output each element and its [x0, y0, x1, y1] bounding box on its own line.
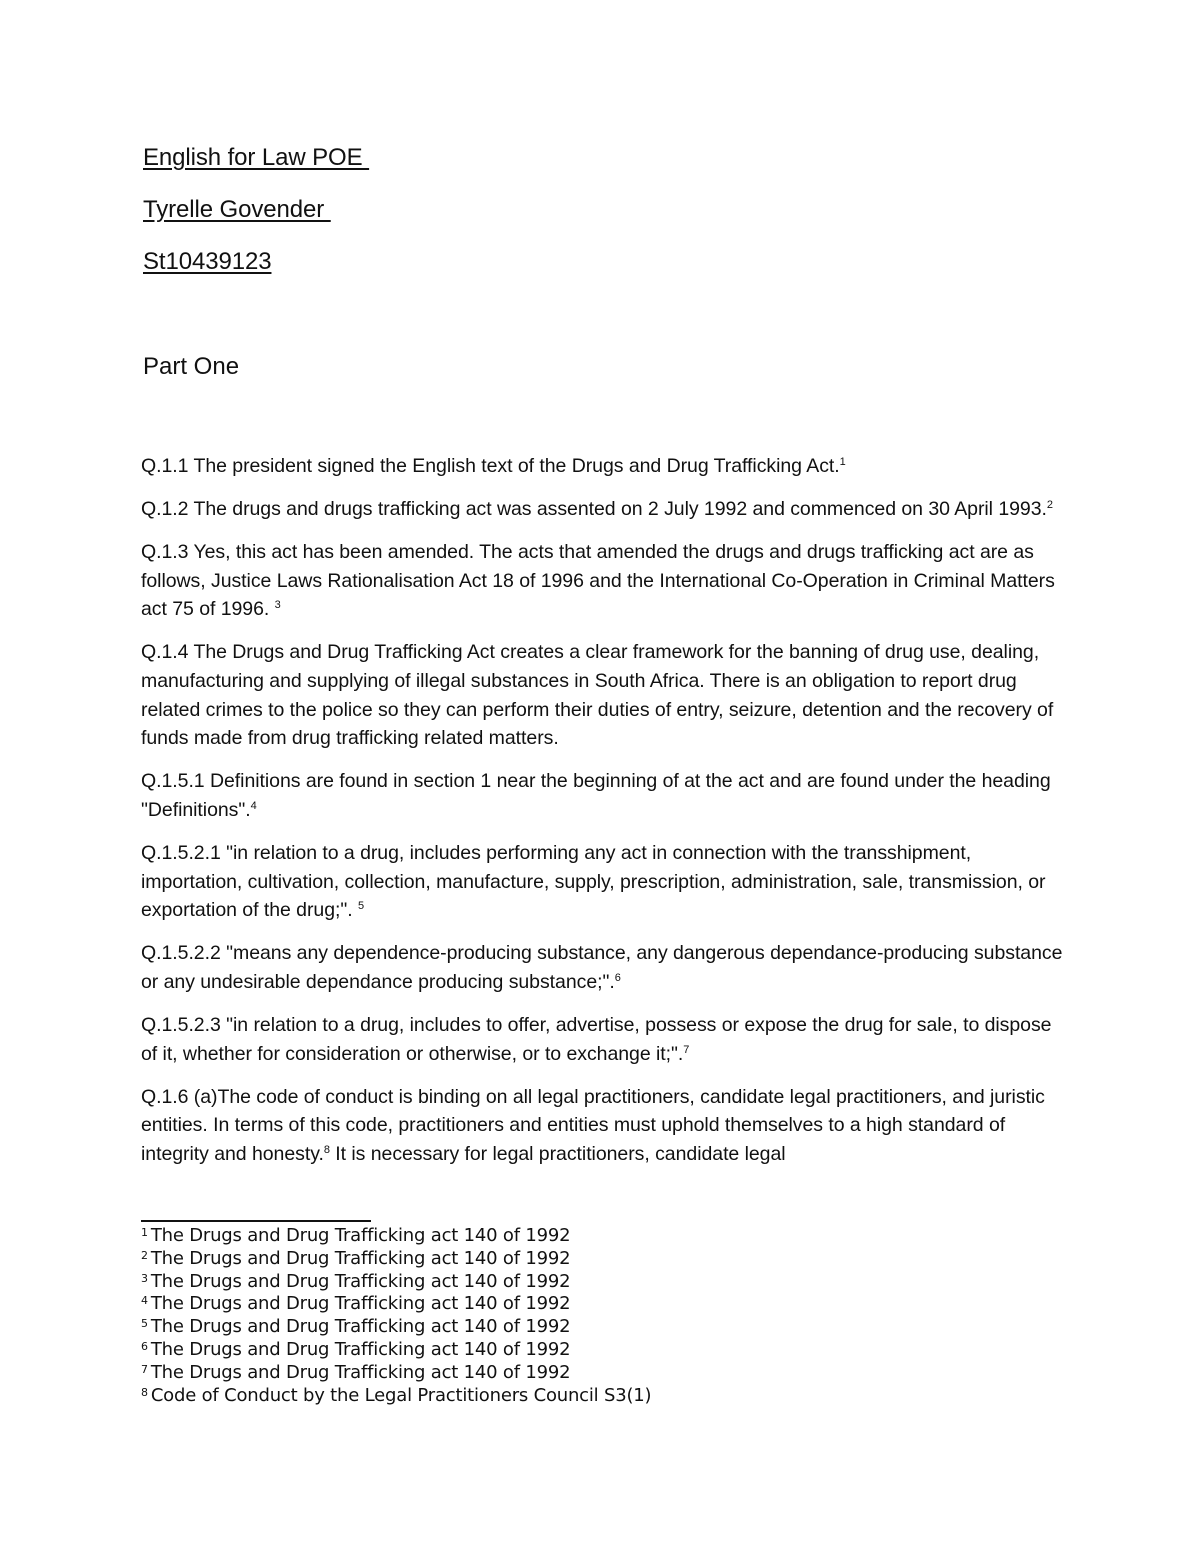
answer-text: Q.1.5.2.3 "in relation to a drug, includes to offer, advertise, possess or expose the drug for sale, to dispose of it, whether for consideration or otherwise, or to exchange it;".	[141, 1014, 1052, 1065]
footnote-ref: 2	[1046, 499, 1053, 512]
footnote-number: 7	[141, 1362, 148, 1376]
part-heading: Part One	[143, 353, 240, 380]
footnote-number: 8	[141, 1385, 148, 1399]
answer-paragraph	[141, 1083, 1071, 1169]
footnote-separator	[141, 1220, 371, 1222]
document-title: English for Law POE	[143, 144, 370, 171]
footnote	[141, 1339, 1041, 1362]
footnote-ref: 7	[683, 1043, 690, 1056]
footnote-text: The Drugs and Drug Trafficking act 140 of 1992	[150, 1247, 571, 1269]
footnote	[141, 1293, 1041, 1316]
answer-paragraph	[141, 767, 1071, 824]
footnote	[141, 1385, 1041, 1408]
footnote-text: The Drugs and Drug Trafficking act 140 of 1992	[150, 1293, 571, 1315]
footnote	[141, 1225, 1041, 1248]
student-number: St10439123	[143, 248, 272, 275]
footnotes	[141, 1225, 1041, 1407]
answer-text: It is necessary for legal practitioners, candidate legal	[329, 1142, 786, 1165]
footnote-text: Code of Conduct by the Legal Practitioners Council S3(1)	[150, 1384, 652, 1406]
footnote-text: The Drugs and Drug Trafficking act 140 of 1992	[150, 1361, 571, 1383]
answer-paragraph	[141, 1011, 1071, 1068]
footnote-ref: 5	[357, 900, 365, 913]
footnote	[141, 1271, 1041, 1294]
answers-body	[141, 452, 1071, 1183]
answer-paragraph	[141, 452, 1071, 481]
footnote-number: 6	[141, 1339, 148, 1353]
answer-text: Q.1.6 (a)The code of conduct is binding on all legal practitioners, candidate legal practitioners, and juristic entities. In terms of this code, practitioners and entities must uphold themselves to a high standard of integrity and honesty.	[141, 1085, 1045, 1165]
footnote-number: 5	[141, 1317, 148, 1331]
footnote-text: The Drugs and Drug Trafficking act 140 of 1992	[150, 1225, 571, 1246]
answer-paragraph	[141, 939, 1071, 996]
answer-text: Q.1.5.2.2 "means any dependence-producing substance, any dangerous dependance-producing substance or any undesirable dependance producing substance;".	[141, 942, 1063, 993]
answer-paragraph	[141, 538, 1071, 624]
answer-text: Q.1.5.1 Definitions are found in section 1 near the beginning of at the act and are found under the heading "Definitions".	[141, 770, 1051, 821]
author-name: Tyrelle Govender	[143, 196, 331, 223]
footnote-ref: 6	[614, 971, 621, 984]
footnote-ref: 8	[323, 1143, 330, 1156]
answer-text: Q.1.1 The president signed the English text of the Drugs and Drug Trafficking Act.	[141, 455, 840, 477]
answer-text: Q.1.4 The Drugs and Drug Trafficking Act creates a clear framework for the banning of drug use, dealing, manufacturing and supplying of illegal substances in South Africa. There is an obligation to report drug related crimes to the police so they can perform their duties of entry, seizure, detention and the recovery of funds made from drug trafficking related matters.	[141, 641, 1054, 750]
footnote-text: The Drugs and Drug Trafficking act 140 of 1992	[150, 1270, 571, 1292]
answer-paragraph	[141, 839, 1071, 925]
footnote-number: 1	[141, 1226, 148, 1239]
footnote-text: The Drugs and Drug Trafficking act 140 of 1992	[150, 1316, 571, 1338]
footnote	[141, 1248, 1041, 1271]
footnote-ref: 3	[274, 599, 281, 612]
footnote-number: 3	[141, 1271, 148, 1285]
answer-paragraph	[141, 638, 1071, 752]
footnote	[141, 1362, 1041, 1385]
footnote-ref: 4	[250, 799, 257, 812]
footnote-number: 2	[141, 1248, 148, 1262]
footnote-ref: 1	[839, 456, 846, 468]
footnote-number: 4	[141, 1294, 148, 1308]
answer-text: Q.1.2 The drugs and drugs trafficking act was assented on 2 July 1992 and commenced on 30 April 1993.	[141, 498, 1047, 521]
answer-text: Q.1.5.2.1 "in relation to a drug, includes performing any act in connection with the transshipment, importation, cultivation, collection, manufacture, supply, prescription, administration, sale, transmission, or exportation of the drug;".	[141, 842, 1046, 922]
answer-paragraph	[141, 495, 1071, 524]
answer-text: Q.1.3 Yes, this act has been amended. The acts that amended the drugs and drugs trafficking act are as follows, Justice Laws Rationalisation Act 18 of 1996 and the International Co-Operation in Criminal Matters act 75 of 1996.	[141, 541, 1055, 621]
footnote-text: The Drugs and Drug Trafficking act 140 of 1992	[150, 1338, 571, 1360]
footnote	[141, 1316, 1041, 1339]
